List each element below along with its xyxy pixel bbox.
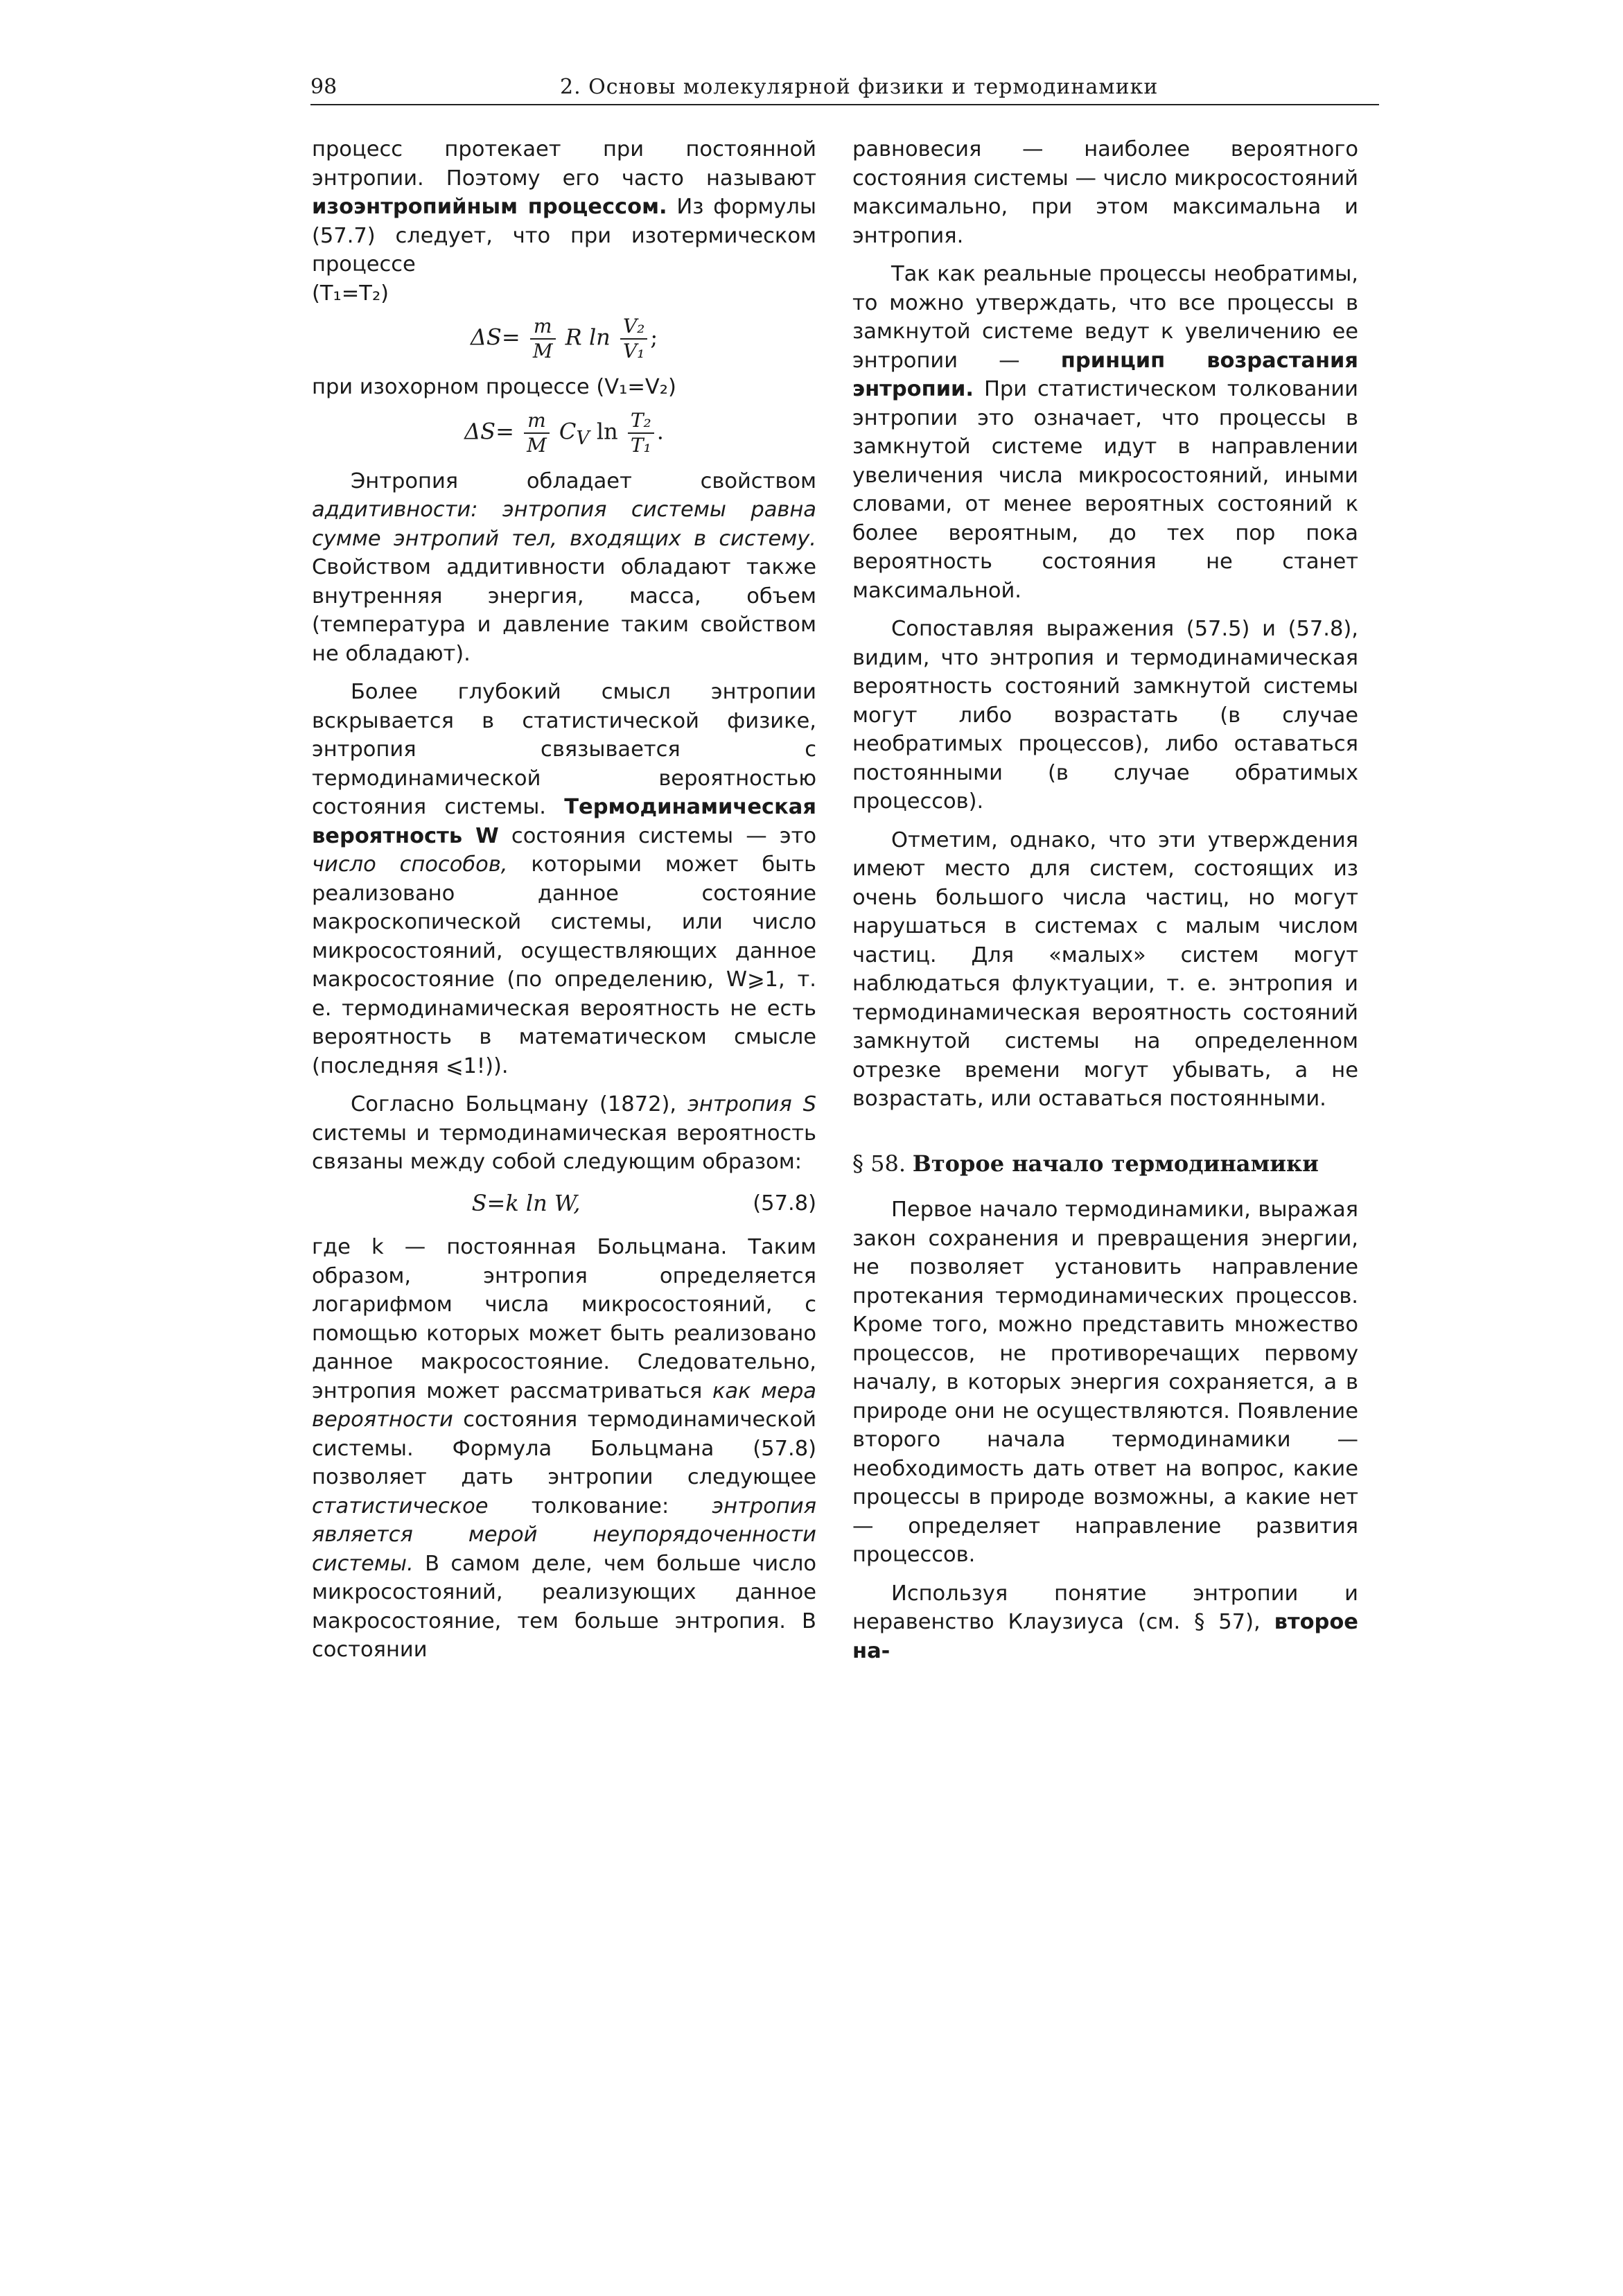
numerator: V₂: [620, 315, 647, 340]
term-entropy-growth: принцип возрастания энтропии.: [852, 348, 1358, 401]
text: Так как реальные процессы необратимы, то можно утверждать, что все процессы в замкнутой системе ведут к увеличению ее энтропии —: [852, 262, 1358, 373]
term-second-law: второе на-: [852, 1610, 1358, 1663]
text: системы и термодинамическая вероятность связаны между собой следующим образом:: [312, 1121, 816, 1174]
paragraph: Сопоставляя выражения (57.5) и (57.8), видим, что энтропия и термодинамическая вероятность состояний замкнутой системы могут либо возрастать (в случае необратимых процессов), либо оставаться постоянными (в случае обратимых процессов).: [852, 617, 1358, 814]
numerator: m: [530, 315, 556, 340]
subscript: V: [576, 427, 590, 449]
emphasis: статистическое: [312, 1493, 489, 1518]
paragraph: Первое начало термодинамики, выражая закон сохранения и превращения энергии, не позволяет установить направление протекания термодинамических процессов. Кроме того, можно представить множество процессов, не противоречащих первому началу, в которых энергия сохраняется, а в природе они не осуществляются. Появление второго начала термодинамики — необходимость дать ответ на вопрос, какие процессы в природе возможны, а какие нет — определяет направление развития процессов.: [852, 1198, 1358, 1567]
text: где k — постоянная Больцмана. Таким образом, энтропия определяется логарифмом числа микросостояний, с помощью которых может быть реализовано данное макросостояние. Следовательно, энтропия может рассматриваться: [312, 1235, 816, 1403]
paragraph: [852, 1579, 1358, 1666]
section-heading: [852, 1150, 1358, 1180]
text: Согласно Больцману (1872),: [351, 1092, 677, 1116]
paragraph: при изохорном процессе (V₁=V₂): [312, 375, 676, 399]
text: При статистическом толковании энтропии это означает, что процессы в замкнутой системе идут в направлении увеличения числа микросостояний, иными словами, от менее вероятных состояний к более вероятным, до тех пор пока вероятность состояния не станет максимальной.: [852, 377, 1358, 603]
paragraph: [312, 678, 816, 1080]
running-title: 2. Основы молекулярной физики и термодинамики: [560, 75, 1159, 99]
page-number: 98: [310, 75, 337, 99]
paragraph: [852, 260, 1358, 605]
text: Из формулы (57.7) следует, что при изотермическом процессе: [312, 195, 817, 277]
formula-term: R ln: [565, 324, 611, 351]
term-thermo-probability: Термодинамическая вероятность W: [312, 795, 816, 848]
paragraph: Отметим, однако, что эти утверждения имеют место для систем, состоящих из очень большого числа частиц, но могут нарушаться в системах с малым числом частиц. Для «малых» систем могут наблюдаться флуктуации, т. е. энтропия и термодинамическая вероятность состояний замкнутой системы на определенном отрезке времени могут убывать, а не возрастать, или оставаться постоянными.: [852, 827, 1358, 1111]
numerator: T₂: [628, 409, 654, 434]
formula-isochoric: [312, 409, 816, 457]
denominator: V₁: [622, 340, 645, 362]
text: Свойством аддитивности обладают также внутренняя энергия, масса, объем (температура и давление таким свойством не обладают).: [312, 555, 816, 666]
denominator: M: [527, 433, 547, 457]
numerator: m: [524, 409, 550, 434]
header-rule: [310, 104, 1379, 105]
section-title: Второе начало термодинамики: [912, 1150, 1319, 1177]
text: состояния системы — это: [511, 823, 816, 848]
emphasis: аддитивности: энтропия системы равна сумме энтропий тел, входящих в систему.: [312, 498, 816, 551]
paragraph: [312, 1233, 816, 1665]
text: Более глубокий смысл энтропии вскрывается в статистической физике, энтропия связывается с термодинамической вероятностью состояния системы.: [312, 680, 816, 819]
fraction: [524, 409, 550, 457]
formula-term: C: [559, 418, 577, 444]
term-isentropic: изоэнтропийным процессом.: [312, 195, 667, 219]
emphasis: энтропия является мерой неупорядоченности системы.: [312, 1493, 816, 1576]
fraction: [628, 409, 654, 457]
right-column: [852, 135, 1358, 1665]
paragraph: [312, 135, 816, 279]
paragraph: [312, 467, 816, 669]
emphasis: энтропия S: [687, 1092, 817, 1116]
text: состояния термодинамической системы. Формула Больцмана (57.8) позволяет дать энтропии следующее: [312, 1408, 816, 1489]
paragraph: [312, 1090, 816, 1177]
fraction: [530, 315, 556, 363]
formula-end: .: [656, 418, 664, 444]
formula-lhs: ΔS=: [464, 418, 514, 444]
formula-lhs: ΔS=: [470, 324, 520, 351]
denominator: M: [532, 340, 553, 362]
left-column: [312, 135, 816, 1665]
emphasis: число способов,: [312, 852, 508, 877]
condition: (T₁=T₂): [312, 281, 389, 306]
text: Энтропия обладает свойством: [351, 468, 816, 493]
fraction: [620, 315, 647, 363]
text: которыми может быть реализовано данное состояние макроскопической системы, или число микросостояний, осуществляющих данное макросостояние (по определению, W⩾1, т. е. термодинамическая вероятность не есть вероятность в математическом смысле (последняя ⩽1!)).: [312, 852, 816, 1078]
equation-57-8: [312, 1189, 816, 1218]
text: толкование:: [531, 1493, 669, 1518]
text: процесс протекает при постоянной энтропии. Поэтому его часто называют: [312, 137, 816, 191]
paragraph: равновесия — наиболее вероятного состояния системы — число микросостояний максимально, при этом максимальна и энтропия.: [852, 137, 1358, 248]
formula-term: ln: [596, 418, 618, 444]
page-header: [310, 75, 1378, 103]
text: Используя понятие энтропии и неравенство Клаузиуса (см. § 57),: [852, 1581, 1358, 1634]
section-number: § 58.: [852, 1150, 906, 1177]
formula-end: ;: [650, 324, 658, 351]
equation-number: (57.8): [753, 1191, 816, 1216]
text: В самом деле, чем больше число микросостояний, реализующих данное макросостояние, тем больше энтропия. В состоянии: [312, 1551, 816, 1662]
emphasis: как мера вероятности: [312, 1378, 816, 1432]
formula-boltzmann: S=k ln W,: [471, 1189, 581, 1216]
denominator: T₁: [630, 433, 651, 457]
formula-isothermal: [312, 315, 816, 363]
